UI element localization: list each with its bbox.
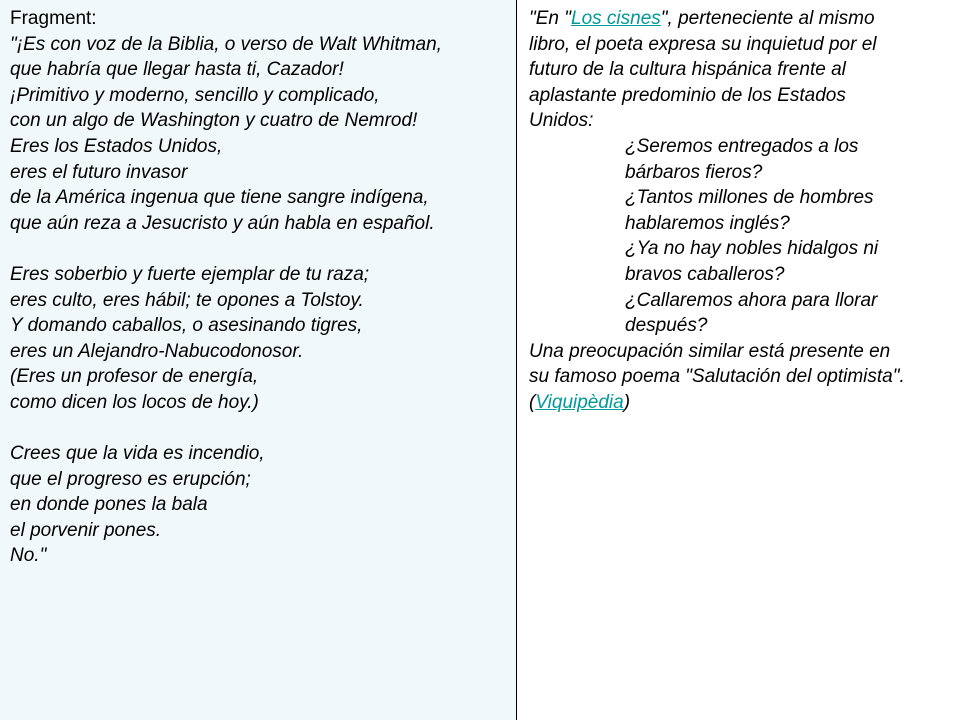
quote-line: después?	[625, 315, 708, 337]
outro-line: su famoso poema "Salutación del optimista".	[529, 366, 905, 388]
stanza-3	[10, 441, 516, 569]
poem-line: que aún reza a Jesucristo y aún habla en español.	[10, 212, 435, 234]
poem-line: "¡Es con voz de la Biblia, o verso de Walt Whitman,	[10, 33, 442, 55]
quoted-verses	[529, 134, 960, 339]
poem-line: el porvenir pones.	[10, 519, 162, 541]
intro-first-line	[529, 6, 960, 32]
intro-line: aplastante predominio de los Estados	[529, 84, 846, 106]
poem-line: eres culto, eres hábil; te opones a Tolstoy.	[10, 289, 364, 311]
poem-line: con un algo de Washington y cuatro de Nemrod!	[10, 110, 418, 132]
commentary-panel	[518, 0, 960, 720]
poem-line: eres el futuro invasor	[10, 161, 188, 183]
intro-line: Unidos:	[529, 110, 594, 132]
fragment-heading: Fragment:	[10, 8, 97, 29]
poem-line: eres un Alejandro-Nabucodonosor.	[10, 340, 304, 362]
quote-line: ¿Ya no hay nobles hidalgos ni	[625, 238, 879, 260]
poem-line: que el progreso es erupción;	[10, 468, 251, 490]
stanza-1	[10, 32, 516, 237]
stanza-gap	[10, 236, 516, 262]
quote-line: ¿Seremos entregados a los	[625, 135, 859, 157]
stanza-gap	[10, 416, 516, 442]
poem-line: en donde pones la bala	[10, 494, 208, 516]
poem-line: ¡Primitivo y moderno, sencillo y complicado,	[10, 84, 380, 106]
poem-line: Crees que la vida es incendio,	[10, 443, 265, 465]
quote-line: ¿Tantos millones de hombres	[625, 187, 874, 209]
poem-line: Eres soberbio y fuerte ejemplar de tu raza;	[10, 263, 370, 285]
intro-line: futuro de la cultura hispánica frente al	[529, 59, 846, 81]
poem-line: que habría que llegar hasta ti, Cazador!	[10, 59, 344, 81]
quote-line: bárbaros fieros?	[625, 161, 763, 183]
intro-suffix: ", perteneciente al mismo	[660, 8, 875, 29]
quote-line: ¿Callaremos ahora para llorar	[625, 289, 878, 311]
poem-line: No."	[10, 545, 47, 567]
stanza-2	[10, 262, 516, 416]
poem-line: de la América ingenua que tiene sangre indígena,	[10, 187, 429, 209]
source-close-paren: )	[623, 391, 631, 413]
source-line	[529, 390, 960, 416]
intro-prefix: "En "	[529, 8, 572, 29]
outro-line: Una preocupación similar está presente en	[529, 340, 891, 362]
viquipedia-link[interactable]: Viquipèdia	[535, 391, 624, 413]
poem-line: Eres los Estados Unidos,	[10, 135, 223, 157]
poem-line: Y domando caballos, o asesinando tigres,	[10, 315, 363, 337]
poem-line: como dicen los locos de hoy.)	[10, 391, 259, 413]
quote-line: hablaremos inglés?	[625, 212, 790, 234]
poem-line: (Eres un profesor de energía,	[10, 366, 259, 388]
los-cisnes-link[interactable]: Los cisnes	[571, 8, 661, 29]
source-open-paren: (	[529, 391, 536, 413]
quote-line: bravos caballeros?	[625, 263, 785, 285]
intro-line: libro, el poeta expresa su inquietud por el	[529, 33, 877, 55]
